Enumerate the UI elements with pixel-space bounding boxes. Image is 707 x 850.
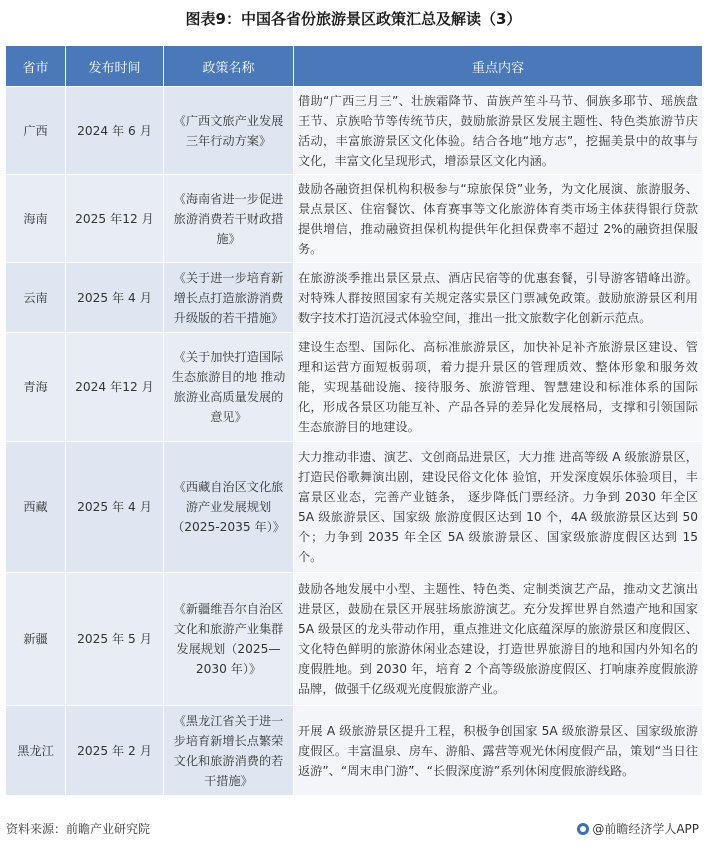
row-policy: 《广西文旅产业发展三年行动方案》 xyxy=(164,87,294,175)
table-row xyxy=(6,706,703,796)
source-note: 资料来源：前瞻产业研究院 xyxy=(6,822,151,836)
header-province: 省市 xyxy=(6,46,66,87)
row-province: 广西 xyxy=(6,87,66,175)
table-row xyxy=(6,263,703,333)
table-row xyxy=(6,442,703,573)
header-content: 重点内容 xyxy=(294,46,703,87)
table-row xyxy=(6,573,703,706)
row-date: 2024 年12 月 xyxy=(66,333,164,442)
row-content: 开展 A 级旅游景区提升工程，积极争创国家 5A 级旅游景区、国家级旅游度假区。丰富温泉、房车、游船、露营等观光休闲度假产品，策划“当日往返游”、“周末串门游”、“长假深度游”系列休闲度假旅游线路。 xyxy=(294,706,703,796)
chart-title: 图表9：中国各省份旅游景区政策汇总及解读（3） xyxy=(185,10,522,28)
row-date: 2025 年 5 月 xyxy=(66,573,164,706)
table-row xyxy=(6,333,703,442)
row-province: 云南 xyxy=(6,263,66,333)
row-province: 青海 xyxy=(6,333,66,442)
header-date: 发布时间 xyxy=(66,46,164,87)
row-policy: 《黑龙江省关于进一步培育新增长点繁荣文化和旅游消费的若干措施》 xyxy=(164,706,294,796)
row-content: 在旅游淡季推出景区景点、酒店民宿等的优惠套餐，引导游客错峰出游。对特殊人群按照国家有关规定落实景区门票减免政策。鼓励旅游景区利用数字技术打造沉浸式体验空间，推出一批文旅数字化创新示范点。 xyxy=(294,263,703,333)
brand-credit xyxy=(577,819,699,839)
row-content: 鼓励各融资担保机构积极参与“琼旅保贷”业务，为文化展演、旅游服务、景点景区、住宿餐饮、体育赛事等文化旅游体育类市场主体获得银行贷款提供增信，推动融资担保机构提供年化担保费率不超过 2%的融资担保服务。 xyxy=(294,175,703,263)
row-policy: 《关于进一步培育新增长点打造旅游消费升级版的若干措施》 xyxy=(164,263,294,333)
row-date: 2025 年12 月 xyxy=(66,175,164,263)
policy-table xyxy=(5,45,703,796)
header-policy: 政策名称 xyxy=(164,46,294,87)
brand-text: @前瞻经济学人APP xyxy=(592,822,699,836)
row-content: 借助“广西三月三”、壮族霜降节、苗族芦笙斗马节、侗族多耶节、瑶族盘王节、京族哈节等传统节庆，鼓励旅游景区发展主题性、特色类旅游节庆活动，丰富旅游景区文化体验。结合各地“地方志”，挖掘美景中的故事与文化，丰富文化呈现形式，增添景区文化内涵。 xyxy=(294,87,703,175)
row-content: 鼓励各地发展中小型、主题性、特色类、定制类演艺产品，推动文艺演出进景区，鼓励在景区开展驻场旅游演艺。充分发挥世界自然遗产地和国家 5A 级景区的龙头带动作用，重点推进文化底蕴深厚的旅游景区和度假区、文化特色鲜明的旅游休闲业态建设，打造世界旅游目的地和国内外知名的度假胜地。到 2030 年，培育 2 个高等级旅游度假区、打响康养度假旅游品牌，做强千亿级观光度假旅游产业。 xyxy=(294,573,703,706)
row-province: 黑龙江 xyxy=(6,706,66,796)
table-row xyxy=(6,87,703,175)
row-policy: 《关于加快打造国际生态旅游目的地 推动旅游业高质量发展的意见》 xyxy=(164,333,294,442)
row-policy: 《新疆维吾尔自治区文化和旅游产业集群发展规划（2025—2030 年）》 xyxy=(164,573,294,706)
qianzhan-logo-icon xyxy=(577,823,589,835)
row-province: 新疆 xyxy=(6,573,66,706)
row-date: 2025 年 4 月 xyxy=(66,442,164,573)
table-row xyxy=(6,175,703,263)
row-province: 海南 xyxy=(6,175,66,263)
row-province: 西藏 xyxy=(6,442,66,573)
row-content: 大力推动非遗、演艺、文创商品进景区，大力推 进高等级 A 级旅游景区，打造民俗歌舞演出剧，建设民俗文化体 验馆，开发深度娱乐体验项目，丰富景区业态，完善产业链条， 逐步降低门票经济。力争到 2030 年全区 5A 级旅游景区、国家级 旅游度假区达到 10 个，4A 级旅游景区达到 50 个；力争到 2035 年全区 5A 级旅游景区、国家级旅游度假区达到 15 个。 xyxy=(294,442,703,573)
row-date: 2025 年 4 月 xyxy=(66,263,164,333)
row-date: 2025 年 2 月 xyxy=(66,706,164,796)
row-content: 建设生态型、国际化、高标准旅游景区，加快补足补齐旅游景区建设、管理和运营方面短板弱项，着力提升景区的管理质效、整体形象和服务效能，实现基础设施、接待服务、旅游管理、智慧建设和标准体系的国际化，形成各景区功能互补、产品各异的差异化发展格局，支撑和引领国际生态旅游目的地建设。 xyxy=(294,333,703,442)
row-date: 2024 年 6 月 xyxy=(66,87,164,175)
row-policy: 《海南省进一步促进旅游消费若干财政措施》 xyxy=(164,175,294,263)
table-header-row xyxy=(6,46,703,87)
row-policy: 《西藏自治区文化旅游产业发展规划（2025-2035 年）》 xyxy=(164,442,294,573)
